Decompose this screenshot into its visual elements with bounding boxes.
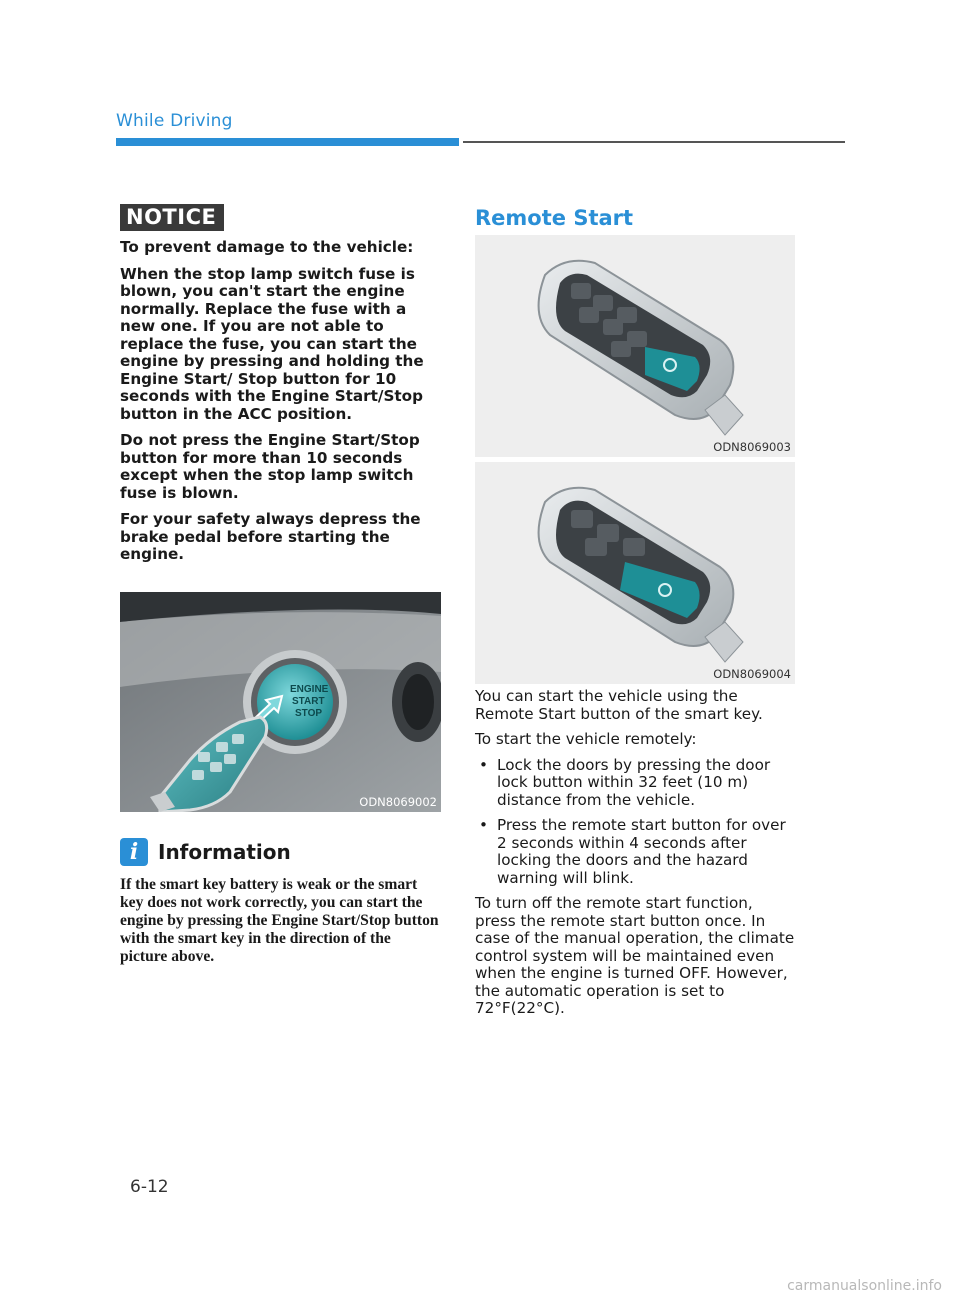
engine-start-figure xyxy=(120,592,441,812)
figure-caption: ODN8069002 xyxy=(359,794,437,809)
header-rule xyxy=(463,141,845,143)
list-item xyxy=(475,757,795,810)
remote-start-intro: You can start the vehicle using the Remote Start button of the smart key. xyxy=(475,687,763,723)
left-column xyxy=(120,204,442,966)
engine-button-label: ENGINE xyxy=(290,683,329,695)
engine-button-label: STOP xyxy=(295,707,323,719)
list-item-text: Lock the doors by pressing the door lock button within 32 feet (10 m) distance from the vehicle. xyxy=(497,755,771,809)
section-header: While Driving xyxy=(116,111,233,131)
notice-paragraph: Do not press the Engine Start/Stop button for more than 10 seconds except when the stop lamp switch fuse is blown. xyxy=(120,431,420,502)
figure-caption: ODN8069004 xyxy=(713,667,791,681)
watermark: carmanualsonline.info xyxy=(787,1278,942,1294)
info-icon: i xyxy=(120,838,148,866)
list-item xyxy=(475,817,795,887)
engine-button-label: START xyxy=(292,695,325,707)
figure-caption: ODN8069003 xyxy=(713,440,791,454)
engine-start-illustration xyxy=(120,592,441,812)
information-body: If the smart key battery is weak or the smart key does not work correctly, you can start the engine by pressing the Engine Start/Stop button with the smart key in the direction of the picture above. xyxy=(120,875,439,965)
information-box xyxy=(120,838,442,966)
notice-paragraph: When the stop lamp switch fuse is blown, you can't start the engine normally. Replace the fuse with a new one. If you are not able to replace the fuse, you can start the engine by pressing and holding the Engine Start/ Stop button for 10 seconds with the Engine Start/Stop button in the ACC position. xyxy=(120,264,424,423)
remote-start-outro: To turn off the remote start function, press the remote start button once. In case of the manual operation, the climate control system will be maintained even when the engine is turned OFF. However, the automatic operation is set to 72°F(22°C). xyxy=(475,894,795,1017)
page-number: 6-12 xyxy=(130,1177,169,1197)
bullet-icon: • xyxy=(479,755,488,774)
smart-key-illustration xyxy=(475,462,795,684)
notice-badge: NOTICE xyxy=(120,204,224,231)
remote-start-steps-intro: To start the vehicle remotely: xyxy=(475,730,697,748)
information-title: Information xyxy=(158,839,291,864)
section-title: Remote Start xyxy=(475,206,634,230)
smart-key-figure-2 xyxy=(475,462,795,684)
right-column xyxy=(475,206,795,1026)
notice-paragraph: For your safety always depress the brake pedal before starting the engine. xyxy=(120,510,421,563)
information-header xyxy=(120,838,442,866)
remote-start-steps xyxy=(475,757,795,888)
notice-paragraph: To prevent damage to the vehicle: xyxy=(120,238,414,256)
smart-key-figure-1 xyxy=(475,235,795,457)
list-item-text: Press the remote start button for over 2 seconds within 4 seconds after locking the doors and the hazard warning will blink. xyxy=(497,816,786,887)
header-rule-accent xyxy=(116,138,459,146)
smart-key-illustration xyxy=(475,235,795,457)
notice-box xyxy=(120,204,442,564)
bullet-icon: • xyxy=(479,816,488,834)
